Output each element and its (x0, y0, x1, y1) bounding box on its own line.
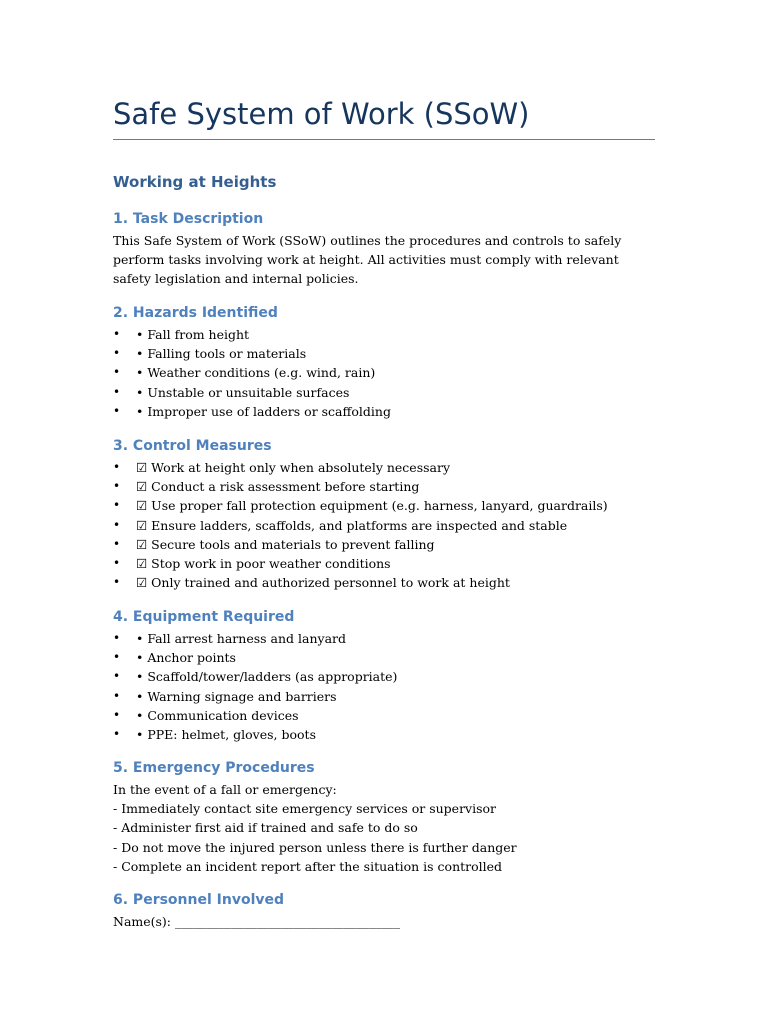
list-item (113, 402, 658, 421)
section-heading: 4. Equipment Required (113, 609, 295, 625)
section-personnel-involved (113, 890, 658, 931)
list-item-text: ☑ Use proper fall protection equipment (e.g. harness, lanyard, guardrails) (136, 498, 608, 514)
list-item (113, 383, 658, 402)
list-item-text: • PPE: helmet, gloves, boots (136, 727, 316, 743)
bullet-icon: • (113, 479, 121, 494)
list-item-text: • Warning signage and barriers (136, 688, 337, 704)
emergency-step: - Do not move the injured person unless there is further danger (113, 839, 517, 855)
list-item (113, 535, 658, 554)
list-item (113, 458, 658, 477)
emergency-step: - Complete an incident report after the situation is controlled (113, 858, 503, 874)
bullet-icon: • (113, 346, 121, 361)
list-item-text: • Falling tools or materials (136, 346, 307, 362)
document-title: Safe System of Work (SSoW) (113, 97, 530, 131)
bullet-icon: • (113, 460, 121, 474)
list-item-text: ☑ Conduct a risk assessment before starting (136, 479, 420, 495)
bullet-icon: • (113, 688, 121, 703)
bullet-icon: • (113, 727, 121, 742)
list-item-text: • Fall arrest harness and lanyard (136, 631, 347, 646)
bullet-icon: • (113, 498, 121, 513)
section-heading: 3. Control Measures (113, 438, 272, 454)
list-item-text: • Weather conditions (e.g. wind, rain) (136, 365, 376, 381)
emergency-intro: In the event of a fall or emergency: (113, 782, 337, 797)
hazards-list (113, 325, 658, 421)
list-item-text: • Fall from height (136, 327, 250, 342)
bullet-icon: • (113, 650, 121, 665)
list-item-text: • Anchor points (136, 650, 236, 666)
list-item (113, 325, 658, 344)
list-item-text: ☑ Secure tools and materials to prevent falling (136, 536, 435, 552)
bullet-icon: • (113, 556, 121, 571)
list-item-text: ☑ Stop work in poor weather conditions (136, 556, 391, 572)
list-item-text: • Unstable or unsuitable surfaces (136, 384, 350, 400)
section-heading: 2. Hazards Identified (113, 305, 278, 321)
control-measures-list (113, 458, 658, 592)
list-item (113, 554, 658, 573)
personnel-names-field: Name(s): ____________________________________ (113, 914, 400, 929)
bullet-icon: • (113, 384, 121, 399)
list-item (113, 477, 658, 496)
section-hazards-identified (113, 303, 658, 421)
list-item (113, 344, 658, 363)
bullet-icon: • (113, 669, 121, 684)
bullet-icon: • (113, 707, 121, 722)
emergency-step: - Administer first aid if trained and safe to do so (113, 820, 418, 836)
document-subtitle: Working at Heights (113, 173, 277, 191)
title-rule (113, 139, 655, 140)
list-item (113, 667, 658, 686)
list-item-text: • Improper use of ladders or scaffolding (136, 403, 391, 419)
section-emergency-procedures (113, 758, 658, 876)
emergency-step: - Immediately contact site emergency services or supervisor (113, 801, 497, 817)
bullet-icon: • (113, 536, 121, 551)
bullet-icon: • (113, 403, 121, 418)
list-item-text: • Scaffold/tower/ladders (as appropriate) (136, 669, 398, 685)
list-item (113, 629, 658, 648)
list-item (113, 496, 658, 515)
bullet-icon: • (113, 631, 121, 645)
list-item (113, 706, 658, 725)
list-item-text: • Communication devices (136, 707, 299, 723)
list-item (113, 363, 658, 382)
bullet-icon: • (113, 327, 121, 341)
list-item-text: ☑ Ensure ladders, scaffolds, and platforms are inspected and stable (136, 517, 568, 533)
section-heading: 5. Emergency Procedures (113, 760, 315, 776)
list-item (113, 687, 658, 706)
task-description-text: This Safe System of Work (SSoW) outlines the procedures and controls to safely perform tasks involving work at height. All activities must comply with relevant safety legislation and internal policies. (113, 233, 622, 287)
list-item (113, 725, 658, 744)
section-heading: 1. Task Description (113, 211, 264, 227)
bullet-icon: • (113, 365, 121, 380)
section-heading: 6. Personnel Involved (113, 892, 285, 908)
list-item (113, 573, 658, 592)
section-equipment-required (113, 607, 658, 744)
list-item (113, 516, 658, 535)
bullet-icon: • (113, 575, 121, 590)
equipment-list (113, 629, 658, 744)
bullet-icon: • (113, 517, 121, 532)
list-item-text: ☑ Only trained and authorized personnel to work at height (136, 575, 510, 591)
list-item-text: ☑ Work at height only when absolutely necessary (136, 460, 451, 475)
list-item (113, 648, 658, 667)
section-task-description (113, 209, 658, 289)
section-control-measures (113, 436, 658, 592)
